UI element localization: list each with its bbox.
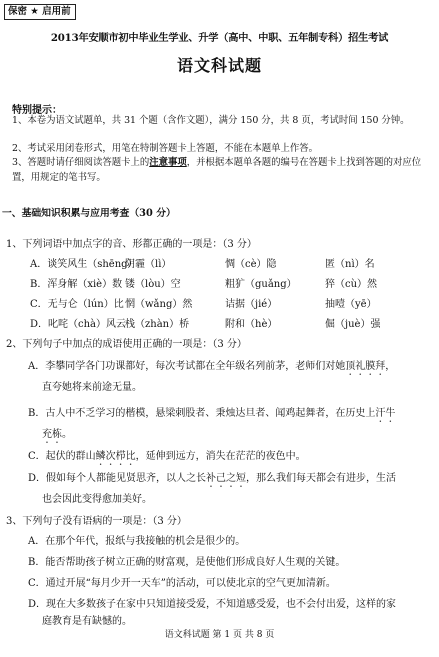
q1-b-item-4: 猝（cù）然: [325, 279, 378, 290]
q3-option-c: C．通过开展“每月少开一天车”的活动，可以使北京的空气更加清新。: [28, 578, 336, 589]
q2-option-d: [28, 469, 396, 490]
section-1-heading: 一、基础知识积累与应用考查（30 分）: [2, 208, 176, 219]
q2-b-post: 。: [62, 429, 72, 440]
q3-option-d-cont: 庭教育是有缺憾的。: [42, 616, 132, 627]
q1-a-item-3: 惆（cè）隐: [225, 259, 277, 270]
q2-d-idiom: 补己之短: [206, 473, 247, 484]
q2-b-idiom-1: 汗牛: [375, 408, 396, 419]
q2-option-c: [28, 447, 306, 468]
q1-option-b: [30, 275, 430, 290]
note-3-emphasis: 注意事项: [149, 157, 187, 168]
page-footer: 语文科试题 第 1 页 共 8 页: [164, 630, 275, 640]
q2-option-a-cont: 直夸她将来前途无量。: [42, 382, 142, 393]
q3-option-d: D．现在大多数孩子在家中只知道接受爱，不知道感受爱，也不会付出爱，这样的家: [28, 599, 397, 610]
note-1: 1、本卷为语文试题单，共 31 个题（含作文题），满分 150 分，共 8 页，考试时间 150 分钟。: [12, 115, 410, 126]
q2-option-d-cont: 也会因此变得愈加美好。: [42, 494, 152, 505]
note-3: [12, 156, 428, 185]
q2-d-post: ，那么我们每天都会有进步，生活: [246, 473, 397, 484]
note-3-pre: 3、答题时请仔细阅读答题卡上的: [12, 157, 150, 168]
q1-d-item-1: D．叱咤（chà）风云: [30, 319, 127, 330]
q2-c-post: ，延伸到远方，消失在茫茫的夜色中。: [135, 451, 306, 462]
notes-heading: 特别提示：: [12, 105, 62, 116]
q3-stem: 3、下列句子没有语病的一项是：（3 分）: [6, 516, 187, 527]
q3-option-b: B．能否帮助孩子树立正确的财富观，是使他们形成良好人生观的关键。: [28, 557, 346, 568]
page-title: 语文科试题: [176, 56, 262, 75]
q1-c-item-3: 诘据（jié）: [225, 299, 278, 310]
q1-d-item-3: 附和（hè）: [225, 319, 278, 330]
q1-b-item-3: 粗犷（guǎng）: [225, 279, 297, 290]
q2-a-idiom: 顶礼膜拜: [345, 361, 386, 372]
exam-header: 2013年安顺市初中毕业生学业、升学（高中、中职、五年制专科）招生考试: [50, 32, 389, 44]
q1-a-item-2: 阴霾（lì）: [125, 259, 172, 270]
q1-c-item-2: 惘（wǎng）然: [125, 299, 193, 310]
q1-a-item-1: A．谈笑风生（shēng）: [30, 259, 138, 270]
q2-c-idiom: 鳞次栉比: [95, 451, 136, 462]
confidential-badge: 保密 ★ 启用前: [4, 4, 76, 20]
q1-option-c: [30, 295, 430, 310]
q1-d-item-2: 栈（zhàn）桥: [125, 319, 190, 330]
q2-stem: 2、下列句子中加点的成语使用正确的一项是：（3 分）: [6, 339, 247, 350]
q1-a-item-4: 匿（nì）名: [325, 259, 375, 270]
q1-c-item-4: 抽噎（yē）: [325, 299, 377, 310]
q1-option-a: [30, 255, 430, 270]
q2-d-pre: D．假如每个人都能见贤思齐，以人之长: [28, 473, 207, 484]
q1-b-item-2: 镂（lòu）空: [125, 279, 181, 290]
note-3-post: ，并根据本题单各题的编号在答题卡上找到答题的对应位置，用规定的笔书写。: [12, 157, 422, 183]
q2-option-b-cont: [42, 425, 72, 446]
q2-option-a: [28, 357, 395, 378]
q2-option-b: [28, 404, 395, 425]
q2-a-post: ，: [385, 361, 396, 372]
q1-c-item-1: C．无与仑（lún）比: [30, 299, 124, 310]
note-2: 2、考试采用闭卷形式，用笔在特制答题卡上答题，不能在本题单上作答。: [12, 143, 318, 154]
q1-option-d: [30, 315, 430, 330]
q2-c-pre: C．起伏的群山: [28, 451, 96, 462]
q2-b-pre: B．古人中不乏学习的楷模，悬梁刺股者、秉烛达旦者、闻鸡起舞者，在历史上: [28, 408, 376, 419]
q1-b-item-1: B．浑身解（xiè）数: [30, 279, 123, 290]
q1-d-item-4: 倔（juè）强: [325, 319, 381, 330]
q3-option-a: A．在那个年代，报纸与我接触的机会是很少的。: [28, 536, 246, 547]
q1-stem: 1、下列词语中加点字的音、形都正确的一项是：（3 分）: [6, 239, 257, 250]
q2-b-idiom-2: 充栋: [42, 429, 62, 440]
q2-a-pre: A．李攀同学各门功课都好，每次考试都在全年级名列前茅，老师们对她: [28, 361, 346, 372]
